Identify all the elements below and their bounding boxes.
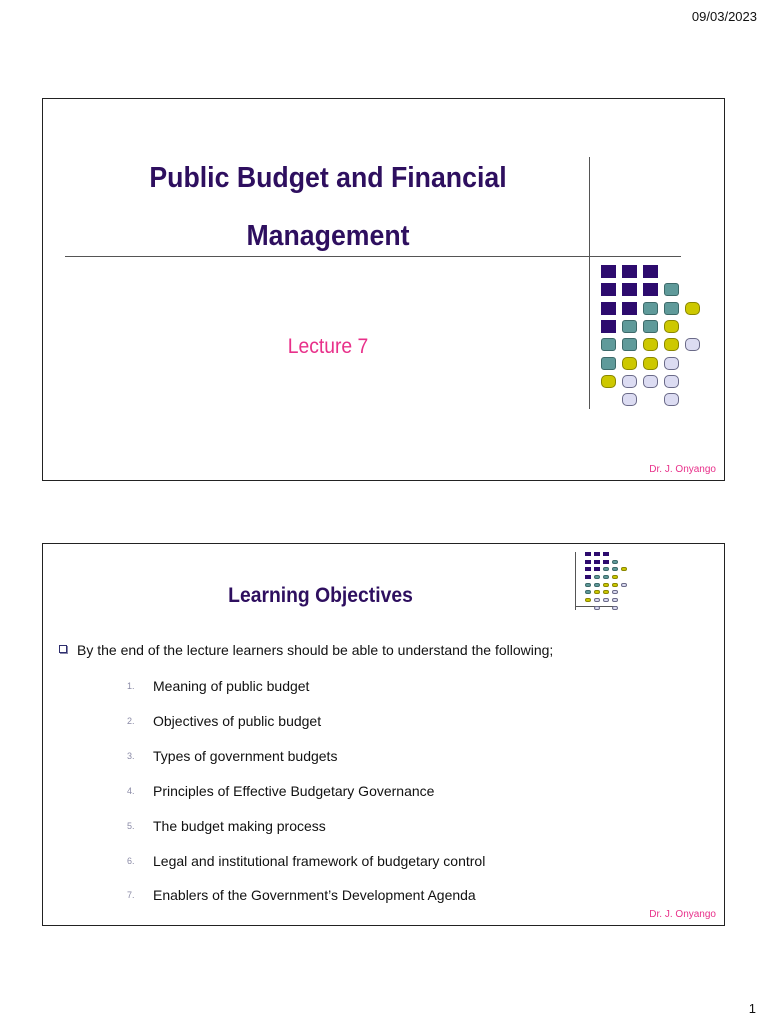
grid-square (643, 357, 658, 370)
grid-square (643, 302, 658, 315)
grid-square (643, 283, 658, 296)
grid-square (585, 583, 591, 587)
list-item (127, 887, 476, 903)
grid-square (603, 560, 609, 564)
grid-square (594, 575, 600, 579)
grid-square (603, 583, 609, 587)
list-item-number: 7. (127, 890, 135, 900)
grid-square (601, 265, 616, 278)
grid-square (601, 375, 616, 388)
list-item-text: Legal and institutional framework of budgetary control (153, 853, 486, 869)
list-item-number: 6. (127, 856, 135, 866)
grid-square (603, 552, 609, 556)
grid-square (601, 283, 616, 296)
grid-square (612, 598, 618, 602)
grid-square (685, 338, 700, 351)
grid-square (622, 393, 637, 406)
grid-square (601, 338, 616, 351)
grid-square (643, 265, 658, 278)
list-item (127, 818, 326, 834)
grid-square (594, 567, 600, 571)
grid-square (603, 598, 609, 602)
grid-square (664, 357, 679, 370)
grid-square (601, 320, 616, 333)
page-date: 09/03/2023 (691, 9, 757, 24)
vertical-divider (589, 157, 590, 409)
grid-square (612, 606, 618, 610)
grid-square (585, 567, 591, 571)
grid-square (622, 375, 637, 388)
grid-square (601, 357, 616, 370)
grid-square (612, 567, 618, 571)
grid-square (664, 393, 679, 406)
grid-square (585, 560, 591, 564)
list-item-text: Meaning of public budget (153, 678, 310, 694)
grid-square (621, 567, 627, 571)
list-item (127, 853, 485, 869)
grid-square (622, 302, 637, 315)
grid-square (685, 302, 700, 315)
list-item (127, 678, 309, 694)
grid-square (622, 338, 637, 351)
grid-square (622, 320, 637, 333)
grid-square (664, 302, 679, 315)
grid-square (664, 320, 679, 333)
grid-square (603, 567, 609, 571)
grid-square (594, 552, 600, 556)
grid-square (664, 375, 679, 388)
slide-heading: Learning Objectives (228, 584, 413, 607)
grid-square (594, 606, 600, 610)
grid-square (612, 590, 618, 594)
list-item-text: Principles of Effective Budgetary Governance (153, 783, 435, 799)
grid-square (621, 583, 627, 587)
grid-square (643, 338, 658, 351)
grid-square (585, 590, 591, 594)
grid-square (594, 560, 600, 564)
list-item-text: Types of government budgets (153, 748, 338, 764)
grid-square (664, 283, 679, 296)
grid-square (622, 357, 637, 370)
grid-square (594, 598, 600, 602)
list-item-number: 1. (127, 681, 135, 691)
grid-square (594, 583, 600, 587)
grid-square (622, 283, 637, 296)
grid-square (585, 598, 591, 602)
grid-square (603, 575, 609, 579)
vertical-divider (575, 552, 576, 610)
list-item-text: Enablers of the Government’s Development Agenda (153, 887, 476, 903)
list-item (127, 713, 321, 729)
list-item-text: The budget making process (153, 818, 326, 834)
grid-square (664, 338, 679, 351)
list-item-number: 5. (127, 821, 135, 831)
grid-square (643, 375, 658, 388)
list-item-number: 2. (127, 716, 135, 726)
slide-footer-author: Dr. J. Onyango (649, 909, 716, 920)
grid-square (612, 583, 618, 587)
grid-square (601, 302, 616, 315)
grid-square (643, 320, 658, 333)
grid-square (612, 560, 618, 564)
list-item-text: Objectives of public budget (153, 713, 322, 729)
grid-square (585, 575, 591, 579)
grid-square (622, 265, 637, 278)
intro-bullet (59, 642, 553, 658)
grid-square (594, 590, 600, 594)
list-item-number: 3. (127, 751, 135, 761)
grid-square (612, 575, 618, 579)
intro-text: By the end of the lecture learners should be able to understand the following; (77, 642, 554, 658)
grid-square (603, 590, 609, 594)
slide-learning-objectives (42, 543, 725, 926)
list-item-number: 4. (127, 786, 135, 796)
list-item (127, 748, 337, 764)
page-number: 1 (748, 1001, 756, 1016)
hollow-square-bullet-icon (59, 645, 67, 653)
slide-footer-author: Dr. J. Onyango (649, 464, 716, 475)
list-item (127, 783, 434, 799)
grid-square (585, 552, 591, 556)
slide-title (42, 98, 725, 481)
title-line-1: Public Budget and Financial (149, 162, 507, 194)
lecture-label: Lecture 7 (287, 335, 369, 358)
slide-title-heading (121, 149, 535, 265)
title-line-2: Management (246, 220, 410, 252)
